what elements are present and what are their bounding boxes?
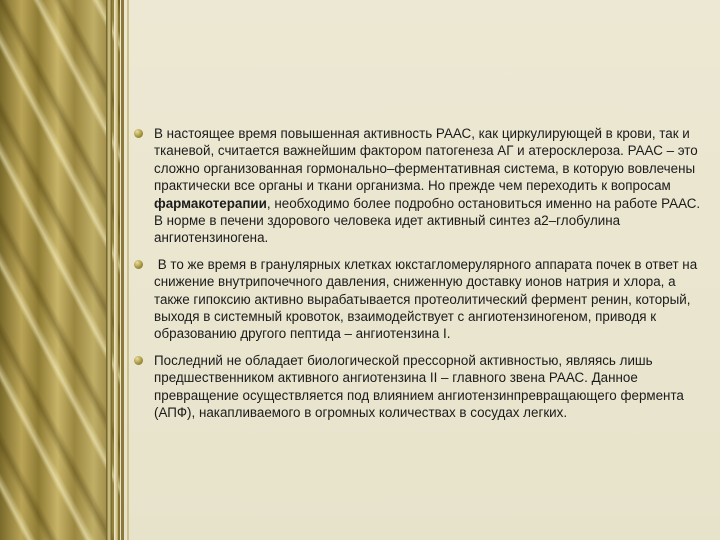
bullet-text: В то же время в гранулярных клетках юкстагломерулярного аппарата почек в ответ на снижение внутрипочечного давления, сниженную доставку ионов натрия и хлора, а также гипоксию активно вырабатывается протеолитический фермент ренин, который, выходя в системный кровоток, взаимодействует с ангиотензиногеном, приводя к образованию другого пептида – ангиотензина I.: [154, 256, 701, 342]
bullet-item: [134, 125, 702, 247]
bullet-dot-icon: [134, 356, 143, 365]
decorative-stripe: [127, 0, 129, 540]
bullet-dot-icon: [134, 129, 143, 138]
decorative-stripe: [114, 0, 118, 540]
bullet-dot-icon: [134, 260, 143, 269]
decorative-stripe: [106, 0, 112, 540]
bullet-list: [134, 125, 702, 431]
bullet-item: [134, 256, 702, 343]
bullet-text: [154, 126, 700, 245]
decorative-gold-band: [0, 0, 120, 540]
bullet-text: Последний не обладает биологической прессорной активностью, являясь лишь предшественником активного ангиотензина II – главного звена РААС. Данное превращение осуществляется под влиянием ангиотензинпревращающего фермента (АПФ), накапливаемого в огромных количествах в сосудах легких.: [154, 352, 684, 421]
bold-term: фармакотерапии: [154, 195, 267, 211]
bullet-text-part: , необходимо более подробно остановиться именно на работе РААС. В норме в печени здорового человека идет активный синтез а2–глобулина ангиотензиногена.: [154, 195, 701, 246]
bullet-item: [134, 352, 702, 422]
bullet-text-part: В настоящее время повышенная активность РААС, как циркулирующей в крови, так и тканевой, считается важнейшим фактором патогенеза АГ и атеросклероза. РААС – это сложно организованная гормонально–ферментативная система, в которую вовлечены практически все органы и ткани организма. Но прежде чем переходить к вопросам: [154, 126, 698, 194]
decorative-stripe: [121, 0, 124, 540]
